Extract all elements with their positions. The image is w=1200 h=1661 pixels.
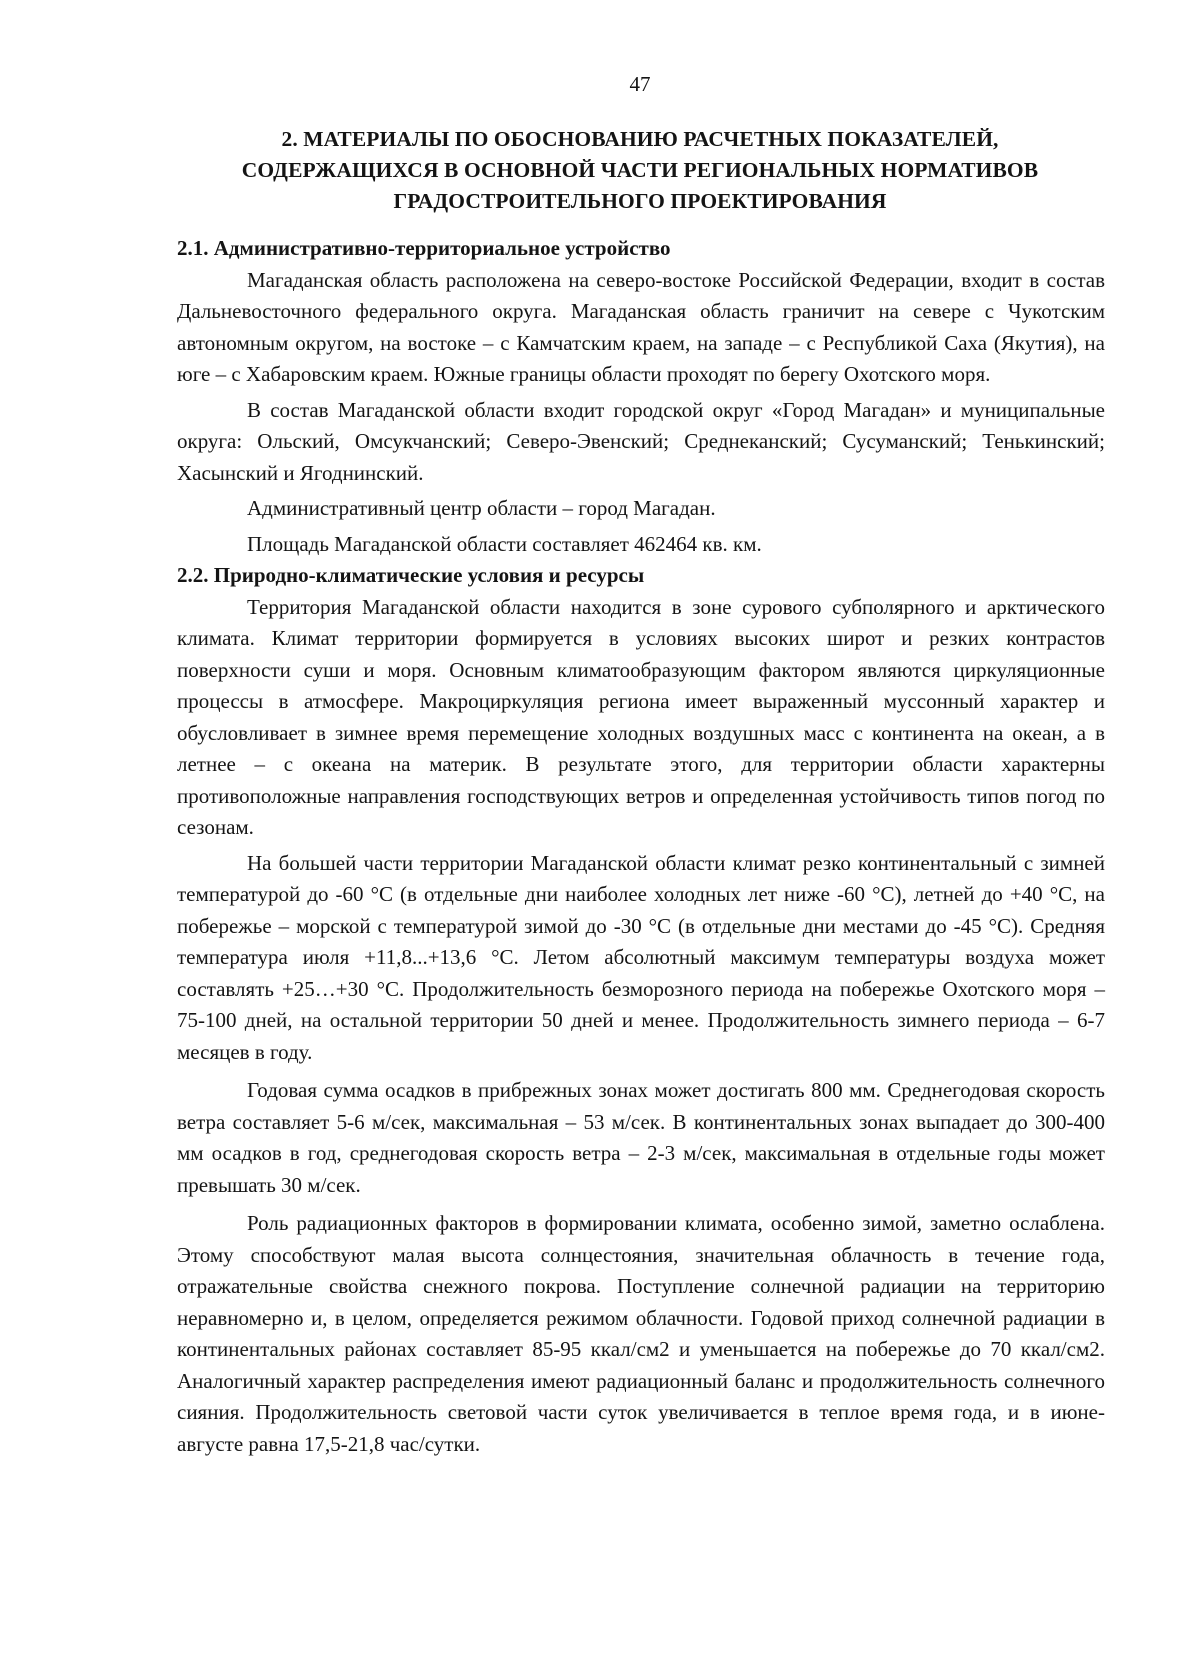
paragraph: Магаданская область расположена на северо-востоке Российской Федерации, входит в состав Дальневосточного федерального округа. Магаданская область граничит на севере с Чукотским автономным округом, на востоке – с Камчатским краем, на западе – с Республикой Саха (Якутия), на юге – с Хабаровским краем. Южные границы области проходят по берегу Охотского моря.: [177, 267, 1105, 386]
section-climate: [177, 560, 1105, 1460]
paragraph: Административный центр области – город Магадан.: [247, 496, 716, 520]
page-number: 47: [629, 72, 651, 96]
title-line: ГРАДОСТРОИТЕЛЬНОГО ПРОЕКТИРОВАНИЯ: [393, 189, 887, 213]
title-line: СОДЕРЖАЩИХСЯ В ОСНОВНОЙ ЧАСТИ РЕГИОНАЛЬНЫХ НОРМАТИВОВ: [241, 158, 1039, 182]
paragraph: В состав Магаданской области входит городской округ «Город Магадан» и муниципальные округа: Ольский, Омсукчанский; Северо-Эвенский; Среднеканский; Сусуманский; Тенькинский; Хасынский и Ягоднинский.: [177, 397, 1105, 485]
section-heading: 2.2. Природно-климатические условия и ресурсы: [177, 563, 645, 587]
paragraph: На большей части территории Магаданской области климат резко континентальный с зимней температурой до -60 °С (в отдельные дни наиболее холодных лет ниже -60 °С), летней до +40 °С, на побережье – морской с температурой зимой до -30 °С (в отдельные дни местами до -45 °С). Средняя температура июля +11,8...+13,6 °С. Летом абсолютный максимум температуры воздуха может составлять +25…+30 °С. Продолжительность безморозного периода на побережье Охотского моря – 75-100 дней, на остальной территории 50 дней и менее. Продолжительность зимнего периода – 6-7 месяцев в году.: [177, 850, 1105, 1064]
paragraph: Роль радиационных факторов в формировании климата, особенно зимой, заметно ослаблена. Этому способствуют малая высота солнцестояния, значительная облачность в течение года, отражательные свойства снежного покрова. Поступление солнечной радиации на территорию неравномерно и, в целом, определяется режимом облачности. Годовой приход солнечной радиации в континентальных районах составляет 85-95 ккал/см2 и уменьшается на побережье до 70 ккал/см2. Аналогичный характер распределения имеют радиационный баланс и продолжительность солнечного сияния. Продолжительность световой части суток увеличивается в теплое время года, и в июне-августе равна 17,5-21,8 час/сутки.: [177, 1211, 1105, 1456]
document-title: [180, 124, 1100, 217]
section-heading: 2.1. Административно-территориальное устройство: [177, 236, 671, 260]
document-body: [177, 233, 1105, 1460]
paragraph: Площадь Магаданской области составляет 462464 кв. км.: [247, 531, 762, 556]
title-line: 2. МАТЕРИАЛЫ ПО ОБОСНОВАНИЮ РАСЧЕТНЫХ ПОКАЗАТЕЛЕЙ,: [281, 127, 999, 151]
paragraph: Территория Магаданской области находится в зоне сурового субполярного и арктического климата. Климат территории формируется в условиях высоких широт и резких контрастов поверхности суши и моря. Основным климатообразующим фактором являются циркуляционные процессы в атмосфере. Макроциркуляция региона имеет выраженный муссонный характер и обусловливает в зимнее время перемещение холодных воздушных масс с континента на океан, а в летнее – с океана на материк. В результате этого, для территории области характерны противоположные направления господствующих ветров и определенная устойчивость типов погод по сезонам.: [177, 594, 1105, 839]
paragraph: Годовая сумма осадков в прибрежных зонах может достигать 800 мм. Среднегодовая скорость ветра составляет 5-6 м/сек, максимальная – 53 м/сек. В континентальных зонах выпадает до 300-400 мм осадков в год, среднегодовая скорость ветра – 2-3 м/сек, максимальная в отдельные годы может превышать 30 м/сек.: [177, 1078, 1105, 1197]
section-administrative: [177, 233, 1105, 560]
